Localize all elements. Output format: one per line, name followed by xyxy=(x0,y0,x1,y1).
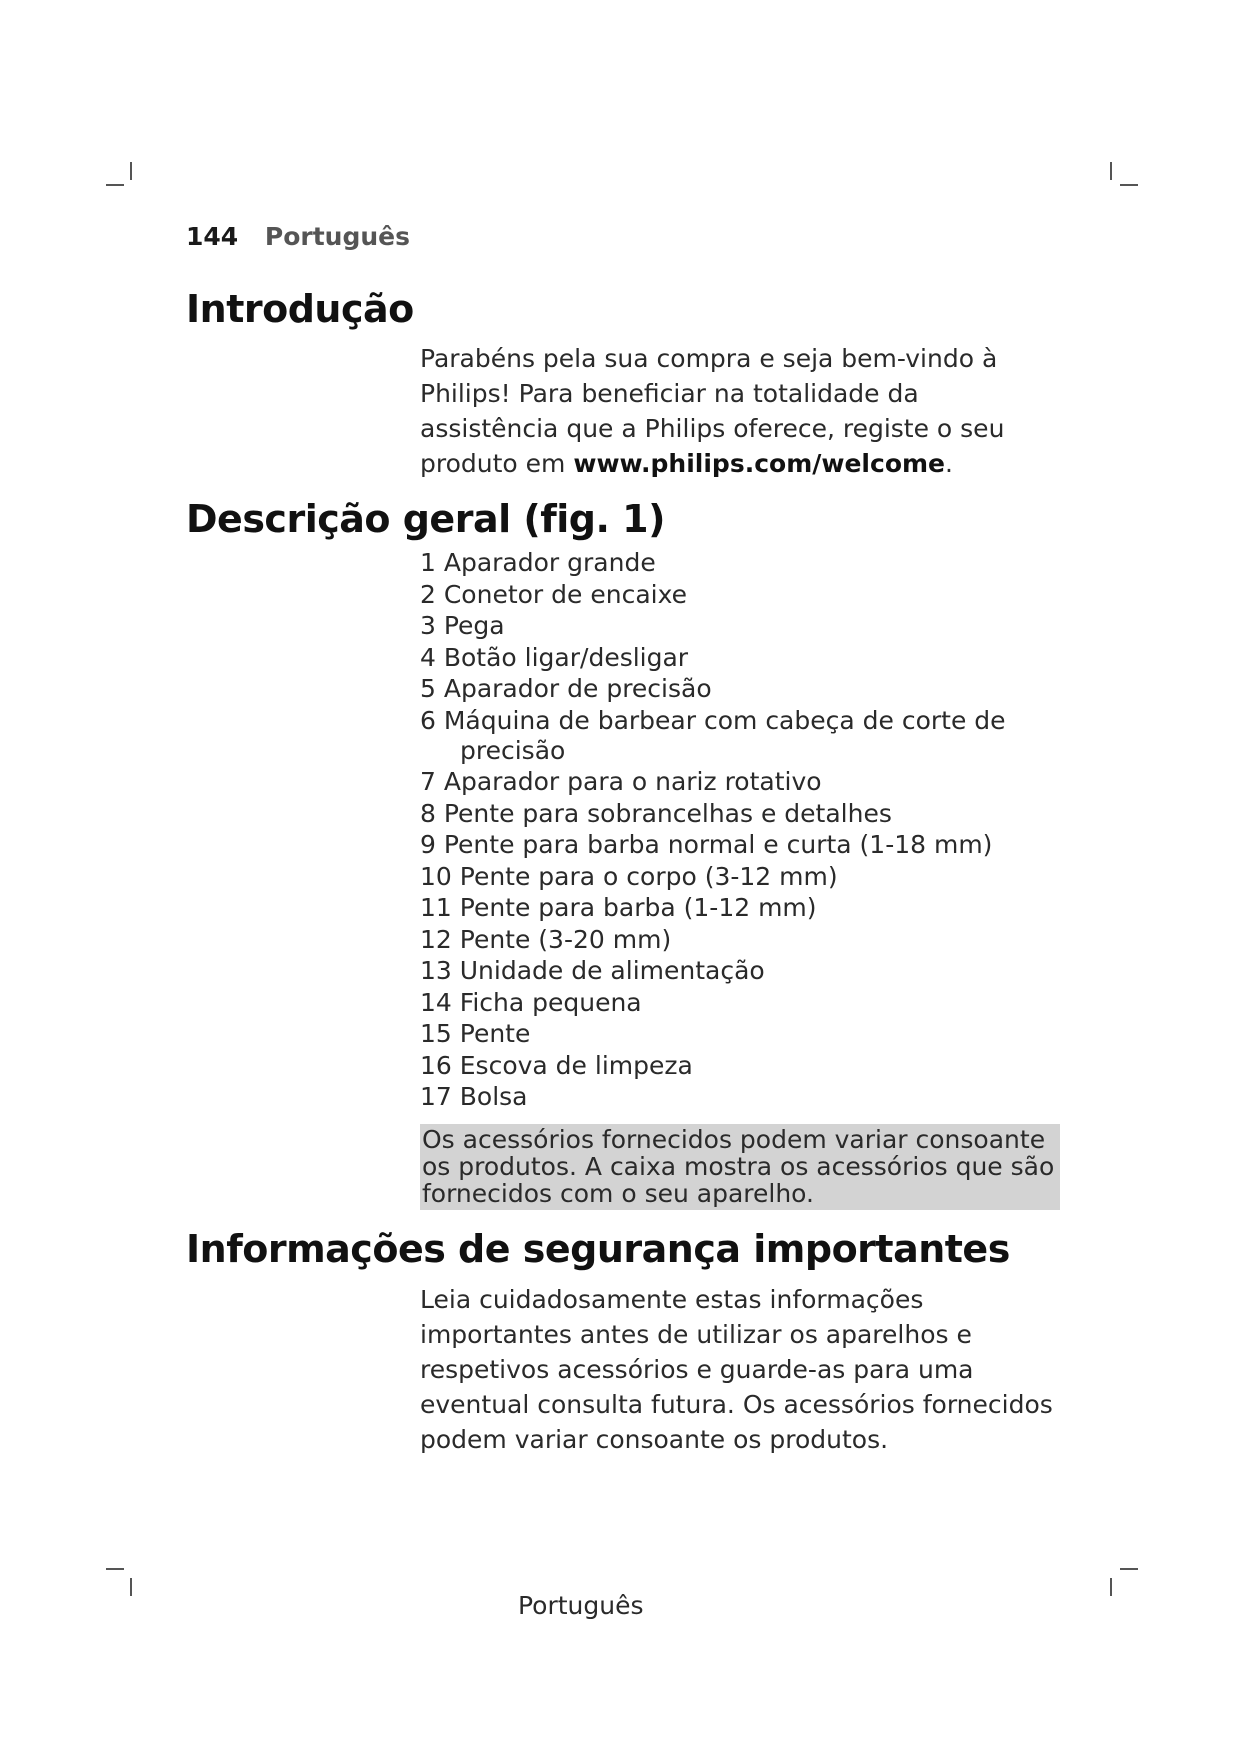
crop-mark-bottom-right-h xyxy=(1120,1568,1138,1570)
list-item: 11 Pente para barba (1-12 mm) xyxy=(420,893,817,922)
list-item: 10 Pente para o corpo (3-12 mm) xyxy=(420,861,838,891)
list-item: 15 Pente xyxy=(420,1019,531,1048)
running-header xyxy=(186,222,410,251)
crop-mark-bottom-left-h xyxy=(106,1568,124,1570)
list-item: 9 Pente para barba normal e curta (1-18 mm) xyxy=(420,830,993,859)
intro-text: Parabéns pela sua compra e seja bem-vindo à Philips! Para beneficiar na totalidade da assistência que a Philips oferece, registe o seu produto em xyxy=(420,344,1005,478)
welcome-link[interactable]: www.philips.com/welcome xyxy=(573,449,945,478)
parts-list xyxy=(420,548,1060,1114)
list-item: 12 Pente (3-20 mm) xyxy=(420,924,672,954)
accessories-note: Os acessórios fornecidos podem variar consoante os produtos. A caixa mostra os acessórios que são fornecidos com o seu aparelho. xyxy=(420,1124,1060,1210)
list-item: 17 Bolsa xyxy=(420,1082,528,1111)
crop-mark-top-left-v xyxy=(130,162,132,180)
list-item: 8 Pente para sobrancelhas e detalhes xyxy=(420,798,892,828)
list-item: 7 Aparador para o nariz rotativo xyxy=(420,767,822,796)
safety-heading: Informações de segurança importantes xyxy=(186,1227,1010,1271)
crop-mark-top-right-v xyxy=(1110,162,1112,180)
crop-mark-bottom-right-v xyxy=(1110,1578,1112,1596)
list-item: 6 Máquina de barbear com cabeça de corte de precisão xyxy=(420,705,1006,765)
crop-mark-top-left-h xyxy=(106,184,124,186)
overview-heading: Descrição geral (fig. 1) xyxy=(186,497,665,541)
footer-language: Português xyxy=(518,1591,644,1620)
list-item: 13 Unidade de alimentação xyxy=(420,956,765,985)
list-item: 3 Pega xyxy=(420,611,505,640)
crop-mark-top-right-h xyxy=(1120,184,1138,186)
list-item: 2 Conetor de encaixe xyxy=(420,579,687,609)
list-item: 5 Aparador de precisão xyxy=(420,674,712,703)
list-item: 16 Escova de limpeza xyxy=(420,1050,693,1080)
list-item: 1 Aparador grande xyxy=(420,548,656,577)
intro-heading: Introdução xyxy=(186,287,414,331)
list-item: 14 Ficha pequena xyxy=(420,987,642,1017)
safety-paragraph: Leia cuidadosamente estas informações importantes antes de utilizar os aparelhos e respetivos acessórios e guarde-as para uma eventual consulta futura. Os acessórios fornecidos podem variar consoante os produtos. xyxy=(420,1285,1053,1454)
intro-paragraph xyxy=(420,341,1060,481)
page-number: 144 xyxy=(186,222,239,251)
header-language: Português xyxy=(264,222,411,251)
crop-mark-bottom-left-v xyxy=(130,1578,132,1596)
intro-text-end: . xyxy=(945,449,953,478)
list-item: 4 Botão ligar/desligar xyxy=(420,642,689,672)
